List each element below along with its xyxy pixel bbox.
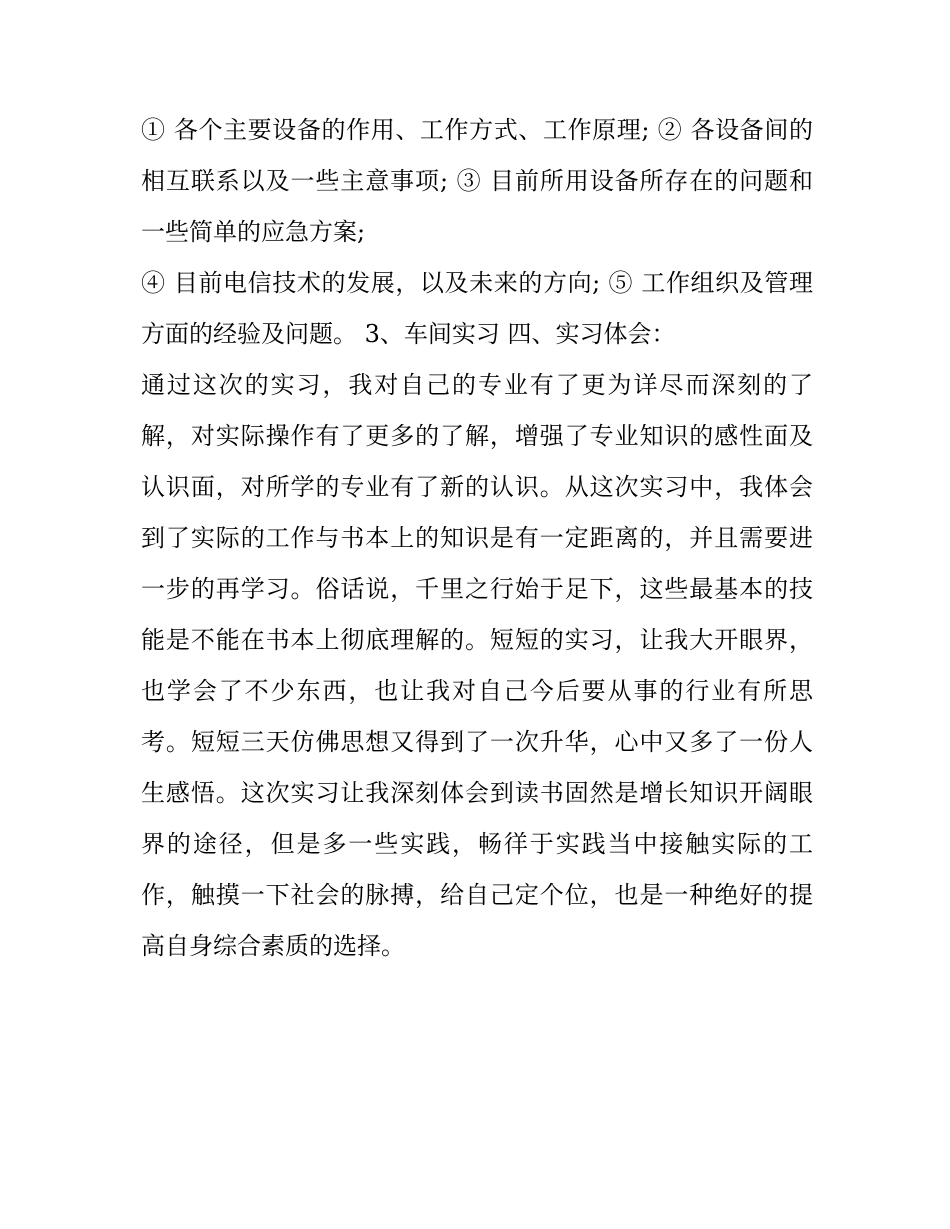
text-line-12: 也学会了不少东西，也让我对自己今后要从事的行业有所思 (141, 677, 813, 705)
text-line-1: ① 各个主要设备的作用、工作方式、工作原理; ② 各设备间的 (141, 116, 813, 144)
text-line-13: 考。短短三天仿佛思想又得到了一次升华，心中又多了一份人 (141, 728, 813, 756)
body-text (141, 105, 813, 972)
text-line-2: 相互联系以及一些主意事项; ③ 目前所用设备所存在的问题和 (141, 167, 813, 195)
text-line-15: 界的途径，但是多一些实践，畅徉于实践当中接触实际的工 (141, 830, 813, 858)
text-line-6: 通过这次的实习，我对自己的专业有了更为详尽而深刻的了 (141, 371, 813, 399)
text-line-11: 能是不能在书本上彻底理解的。短短的实习，让我大开眼界， (141, 626, 813, 654)
text-line-10: 一步的再学习。俗话说，千里之行始于足下，这些最基本的技 (141, 575, 813, 603)
text-line-9: 到了实际的工作与书本上的知识是有一定距离的，并且需要进 (141, 524, 813, 552)
text-line-7: 解，对实际操作有了更多的了解，增强了专业知识的感性面及 (141, 422, 813, 450)
text-line-5: 方面的经验及问题。 3、车间实习 四、实习体会： (141, 320, 676, 348)
text-line-14: 生感悟。这次实习让我深刻体会到读书固然是增长知识开阔眼 (141, 779, 813, 807)
text-line-17: 高自身综合素质的选择。 (141, 932, 405, 960)
text-line-8: 认识面，对所学的专业有了新的认识。从这次实习中，我体会 (141, 473, 813, 501)
text-line-3: 一些简单的应急方案; (141, 218, 366, 246)
text-line-4: ④ 目前电信技术的发展，以及未来的方向; ⑤ 工作组织及管理 (141, 269, 813, 297)
text-line-16: 作，触摸一下社会的脉搏，给自己定个位，也是一种绝好的提 (141, 881, 813, 909)
